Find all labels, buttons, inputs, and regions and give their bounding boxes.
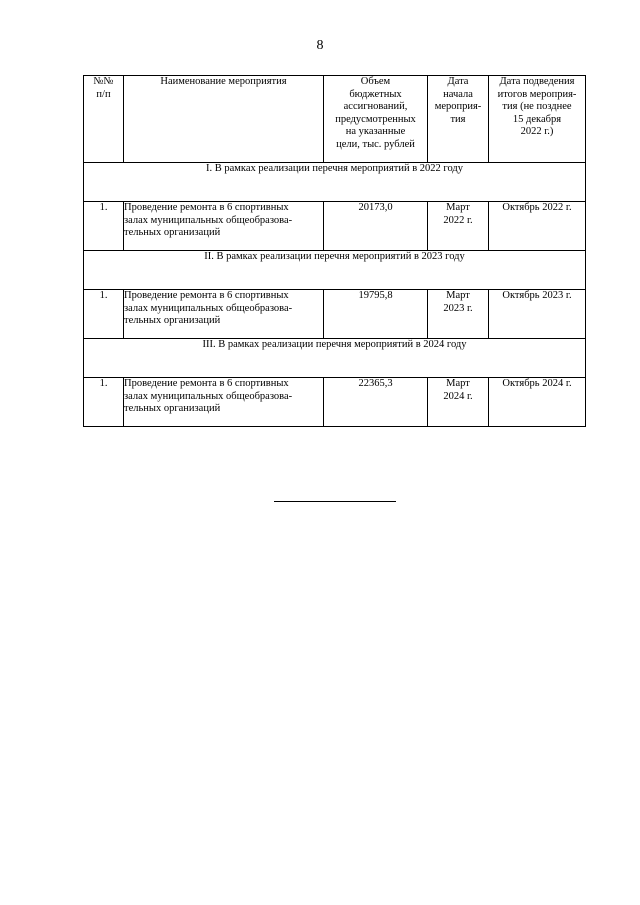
page-number: 8 [316,38,324,53]
header-start-date: Дата начала мероприя- тия [428,76,489,163]
row-number: 1. [84,202,124,251]
row-number: 1. [84,290,124,339]
header-budget-volume: Объем бюджетных ассигнований, предусмотренных на указанные цели, тыс. рублей [324,76,428,163]
signature-divider-line [274,501,396,502]
start-date: Март 2024 г. [428,378,489,427]
table-row [84,378,586,427]
header-number: №№ п/п [84,76,124,163]
results-date: Октябрь 2024 г. [489,378,586,427]
section-title: III. В рамках реализации перечня мероприятий в 2024 году [84,339,586,378]
results-date: Октябрь 2023 г. [489,290,586,339]
table-row [84,202,586,251]
activity-name: Проведение ремонта в 6 спортивных залах муниципальных общеобразова- тельных организаций [124,202,324,251]
table-row [84,290,586,339]
section-row [84,251,586,290]
table-header-row [84,76,586,163]
header-results-date: Дата подведения итогов мероприя- тия (не позднее 15 декабря 2022 г.) [489,76,586,163]
start-date: Март 2023 г. [428,290,489,339]
section-title: I. В рамках реализации перечня мероприятий в 2022 году [84,163,586,202]
budget-volume: 20173,0 [324,202,428,251]
activity-name: Проведение ремонта в 6 спортивных залах муниципальных общеобразова- тельных организаций [124,378,324,427]
budget-volume: 19795,8 [324,290,428,339]
results-date: Октябрь 2022 г. [489,202,586,251]
row-number: 1. [84,378,124,427]
activities-table [83,75,586,427]
header-activity-name: Наименование мероприятия [124,76,324,163]
section-row [84,339,586,378]
section-title: II. В рамках реализации перечня мероприятий в 2023 году [84,251,586,290]
activity-name: Проведение ремонта в 6 спортивных залах муниципальных общеобразова- тельных организаций [124,290,324,339]
budget-volume: 22365,3 [324,378,428,427]
section-row [84,163,586,202]
start-date: Март 2022 г. [428,202,489,251]
